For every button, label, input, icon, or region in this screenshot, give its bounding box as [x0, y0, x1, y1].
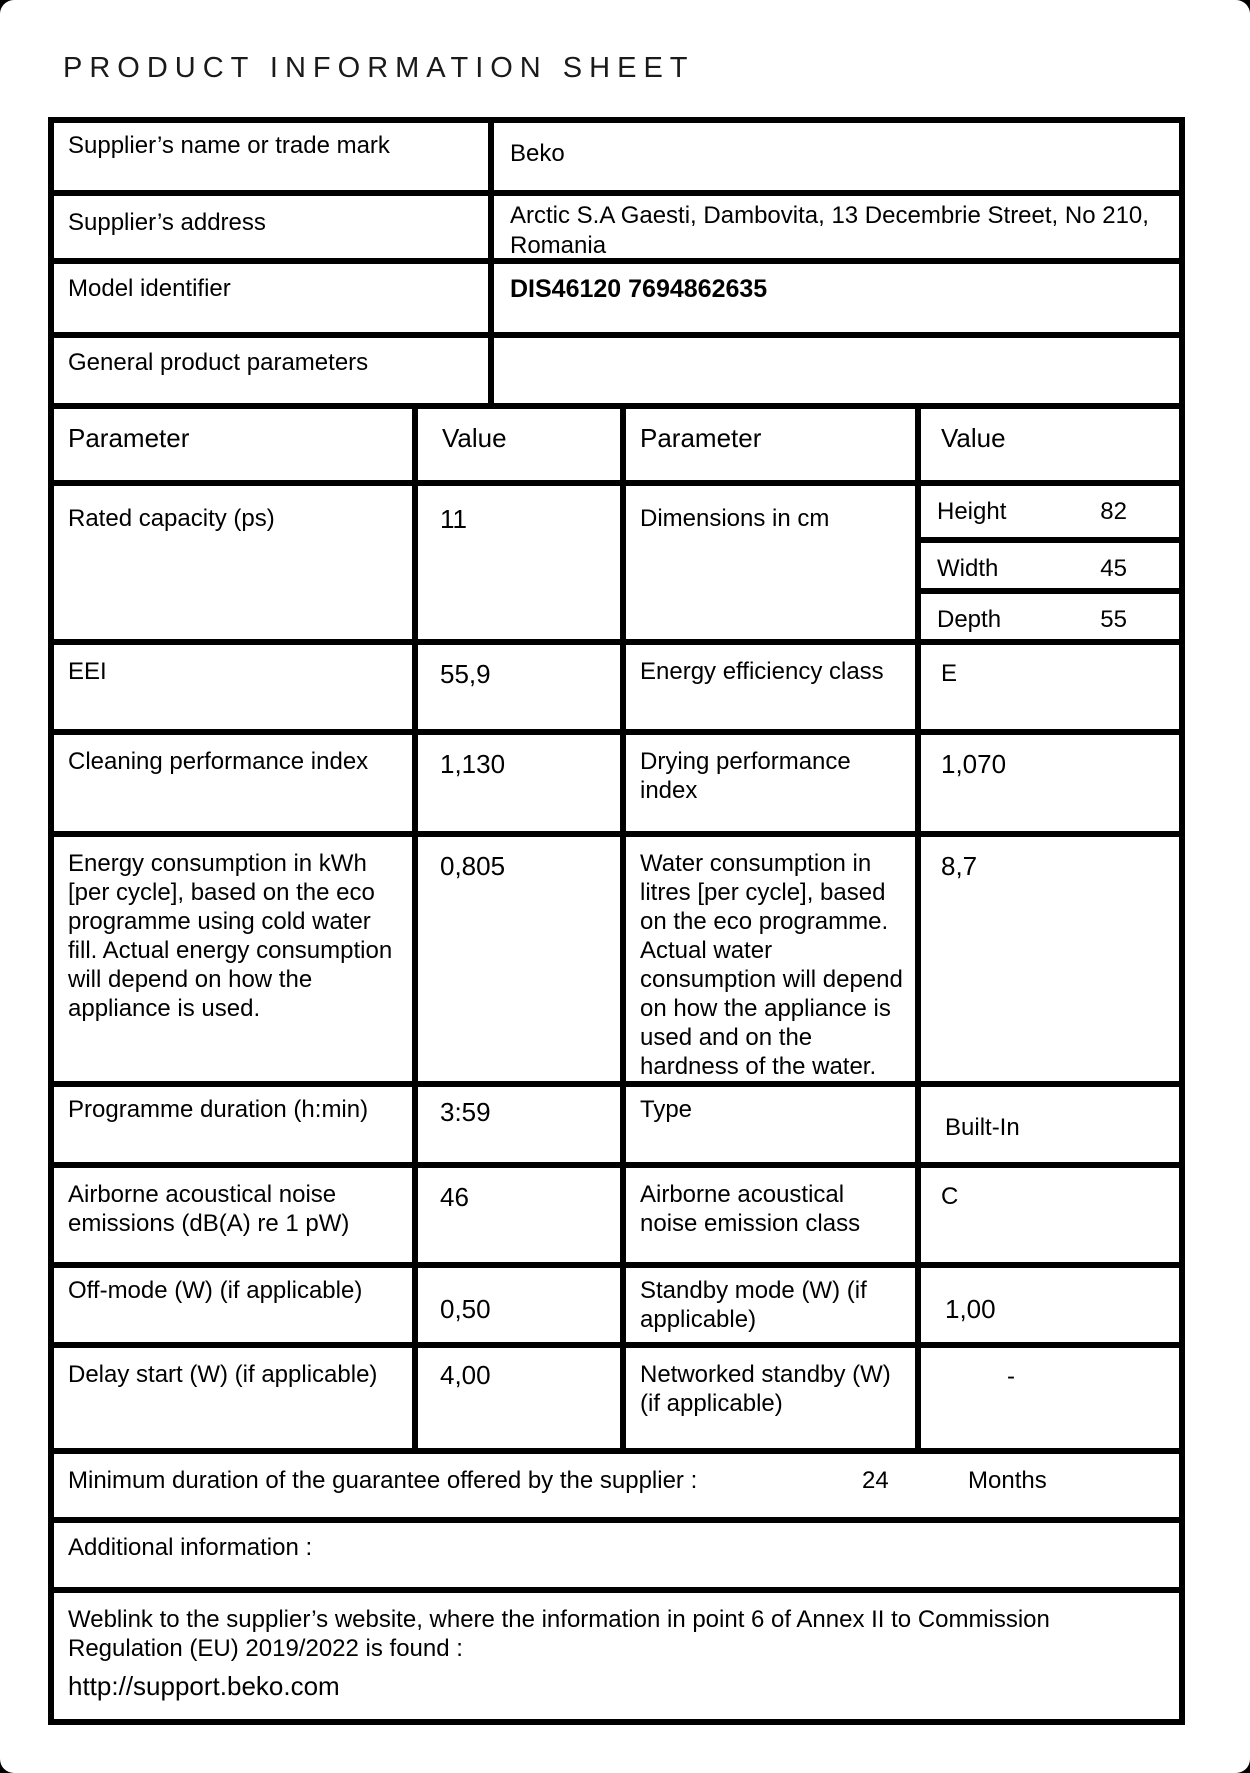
networked-standby-value: -: [915, 1348, 1179, 1448]
noise-class-value: C: [915, 1168, 1179, 1262]
type-label: Type: [620, 1087, 915, 1162]
additional-info-row: [54, 1517, 1179, 1587]
delay-start-label: Delay start (W) (if applicable): [68, 1361, 378, 1388]
noise-class-label: Airborne acoustical noise emission class: [620, 1168, 915, 1262]
guarantee-value: 24: [862, 1467, 889, 1494]
type-value: Built-In: [915, 1087, 1179, 1162]
general-parameters-value: [488, 338, 1179, 403]
off-mode-row: [54, 1262, 1179, 1342]
supplier-name-row: [54, 123, 1179, 190]
dimension-width-row: [921, 537, 1179, 588]
noise-row: [54, 1162, 1179, 1262]
dimension-height-row: [921, 486, 1179, 537]
rated-capacity-row: [54, 480, 1179, 639]
drying-index-label: Drying performance index: [620, 735, 915, 831]
cleaning-index-value: 1,130: [412, 735, 620, 831]
general-parameters-row: [54, 332, 1179, 403]
guarantee-cell: [54, 1454, 1179, 1517]
model-identifier-row: [54, 258, 1179, 332]
consumption-row: [54, 831, 1179, 1081]
header-parameter-left: Parameter: [68, 423, 190, 453]
dimension-depth-label: Depth: [937, 605, 1002, 633]
weblink-url: http://support.beko.com: [68, 1671, 340, 1701]
info-table: [48, 117, 1185, 1725]
supplier-name-value: Beko: [488, 123, 1179, 190]
delay-start-value: 4,00: [412, 1348, 620, 1448]
additional-info-label: Additional information :: [68, 1534, 313, 1561]
header-value-left: Value: [412, 409, 620, 480]
cleaning-index-label: Cleaning performance index: [68, 748, 369, 775]
noise-emissions-value: 46: [412, 1168, 620, 1262]
model-identifier-label: Model identifier: [68, 275, 231, 302]
networked-standby-label: Networked standby (W) (if applicable): [620, 1348, 915, 1448]
weblink-text: Weblink to the supplier’s website, where the information in point 6 of Annex II to Commission Regulation (EU) 2019/2022 is found :: [68, 1606, 1050, 1662]
weblink-cell: [54, 1593, 1179, 1719]
model-identifier-value: DIS46120 7694862635: [488, 264, 1179, 332]
energy-consumption-label: Energy consumption in kWh [per cycle], based on the eco programme using cold water fill. Actual energy consumption will depend on how the appliance is used.: [68, 850, 393, 1022]
dimension-width-label: Width: [937, 554, 999, 582]
rated-capacity-label: Rated capacity (ps): [68, 505, 275, 532]
eei-label: EEI: [68, 658, 107, 685]
eei-row: [54, 639, 1179, 729]
drying-index-value: 1,070: [915, 735, 1179, 831]
dimensions-label: Dimensions in cm: [620, 486, 915, 639]
dimension-depth-value: 55: [1100, 605, 1127, 633]
cleaning-index-row: [54, 729, 1179, 831]
guarantee-unit: Months: [968, 1467, 1047, 1494]
rated-capacity-value: 11: [412, 486, 620, 639]
off-mode-value: 0,50: [412, 1268, 620, 1342]
dimension-height-label: Height: [937, 498, 1007, 525]
general-parameters-label: General product parameters: [68, 349, 369, 376]
supplier-address-label: Supplier’s address: [68, 209, 266, 236]
energy-class-label: Energy efficiency class: [620, 645, 915, 729]
water-consumption-value: 8,7: [915, 837, 1179, 1081]
dimension-depth-row: [921, 588, 1179, 639]
dimension-height-value: 82: [1100, 498, 1127, 525]
off-mode-label: Off-mode (W) (if applicable): [68, 1277, 363, 1304]
standby-mode-value: 1,00: [915, 1268, 1179, 1342]
programme-duration-value: 3:59: [412, 1087, 620, 1162]
supplier-address-value: Arctic S.A Gaesti, Dambovita, 13 Decembrie Street, No 210, Romania: [488, 196, 1179, 258]
header-value-right: Value: [915, 409, 1179, 480]
energy-class-value: E: [915, 645, 1179, 729]
water-consumption-label: Water consumption in litres [per cycle], based on the eco programme. Actual water consumption will depend on how the appliance is used and on the hardness of the water.: [620, 837, 915, 1081]
parameter-header-row: [54, 403, 1179, 480]
dimensions-subtable: [915, 486, 1179, 639]
standby-mode-label: Standby mode (W) (if applicable): [620, 1268, 915, 1342]
guarantee-label: Minimum duration of the guarantee offered by the supplier :: [68, 1467, 698, 1494]
eei-value: 55,9: [412, 645, 620, 729]
programme-duration-row: [54, 1081, 1179, 1162]
weblink-row: [54, 1587, 1179, 1719]
programme-duration-label: Programme duration (h:min): [68, 1096, 369, 1123]
guarantee-row: [54, 1448, 1179, 1517]
supplier-name-label: Supplier’s name or trade mark: [68, 132, 390, 159]
dimension-width-value: 45: [1100, 554, 1127, 582]
supplier-address-row: [54, 190, 1179, 258]
page-title: PRODUCT INFORMATION SHEET: [63, 52, 695, 84]
delay-start-row: [54, 1342, 1179, 1448]
noise-emissions-label: Airborne acoustical noise emissions (dB(A) re 1 pW): [68, 1181, 350, 1237]
header-parameter-right: Parameter: [620, 409, 915, 480]
energy-consumption-value: 0,805: [412, 837, 620, 1081]
